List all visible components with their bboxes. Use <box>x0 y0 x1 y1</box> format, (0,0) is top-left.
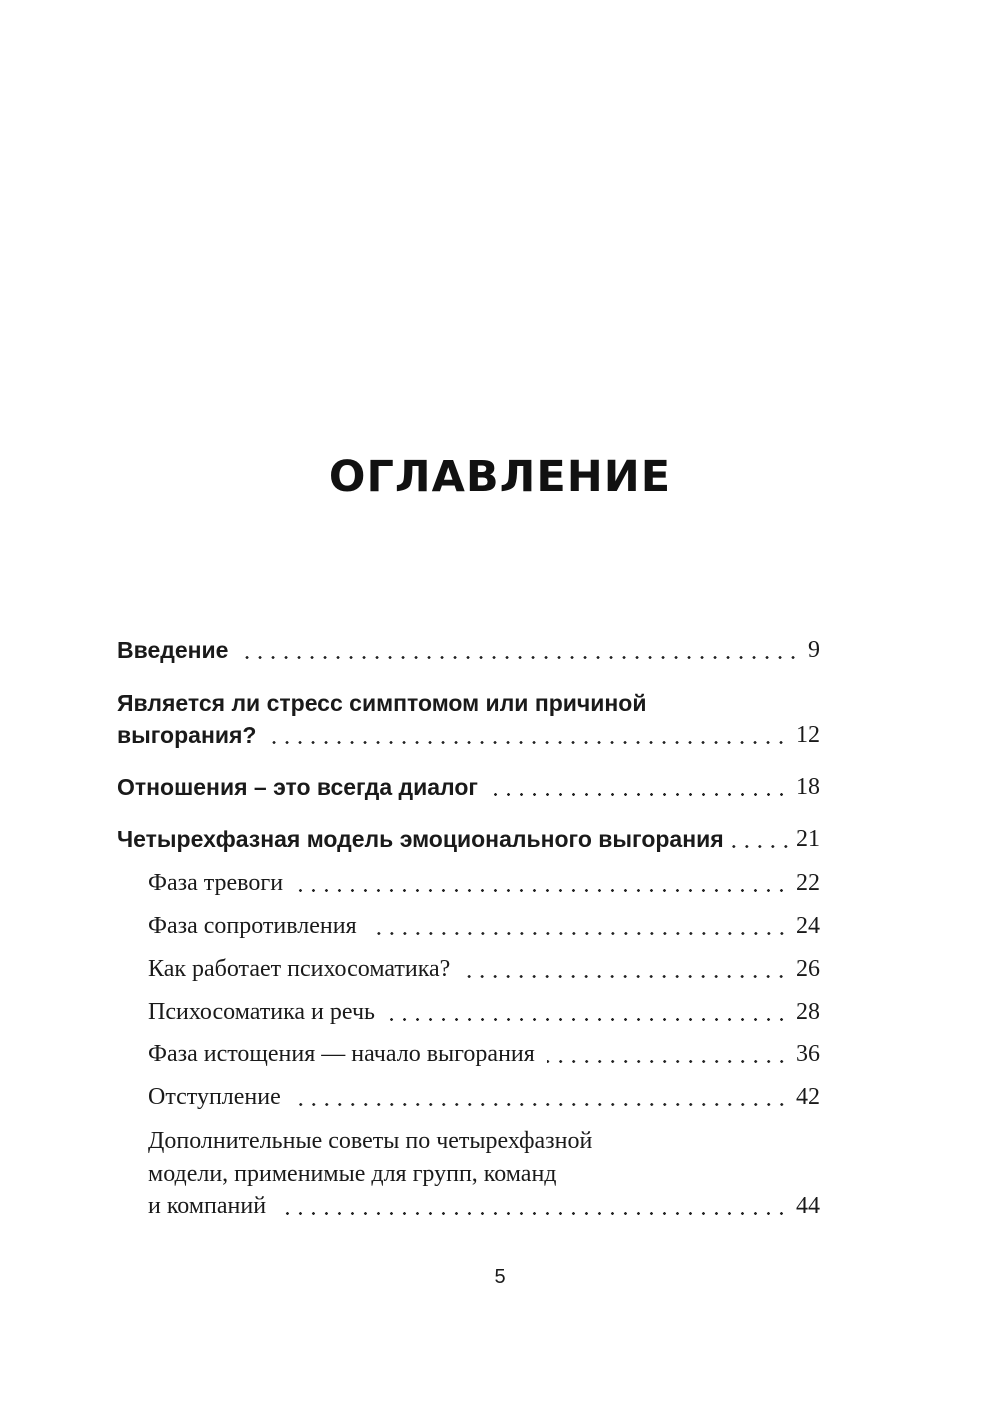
page-title: ОГЛАВЛЕНИЕ <box>328 452 672 502</box>
toc-entry-title: Фаза сопротивления <box>148 913 357 939</box>
toc-entry-title-line: Дополнительные советы по четырехфазной <box>148 1128 593 1154</box>
dot-leader <box>387 1018 788 1021</box>
toc-subentry[interactable] <box>148 949 820 989</box>
toc-entry-title: Отношения – это всегда диалог <box>117 774 478 800</box>
toc-subentry[interactable] <box>148 1077 820 1117</box>
toc-entry-title: и компаний <box>148 1193 267 1219</box>
dot-leader <box>730 845 792 848</box>
toc-entry-title: Отступление <box>148 1084 281 1110</box>
toc-entry-title-line: модели, применимые для групп, команд <box>148 1161 557 1187</box>
dot-leader <box>295 889 788 892</box>
toc-entry-title-line: Является ли стресс симптомом или причиной <box>117 690 647 716</box>
toc-page-number: 12 <box>796 722 820 748</box>
toc-entry-title: Фаза тревоги <box>148 870 284 896</box>
dot-leader <box>278 1212 788 1215</box>
toc-entry-title: Четырехфазная модель эмоционального выгорания <box>117 826 724 852</box>
toc-page-number: 18 <box>796 774 820 800</box>
toc-entry-title: Фаза истощения — начало выгорания <box>148 1041 535 1067</box>
toc-page-number: 28 <box>796 999 820 1025</box>
toc-subentry[interactable] <box>148 1034 820 1074</box>
toc-entry-title: выгорания? <box>117 722 257 748</box>
dot-leader <box>293 1103 788 1106</box>
toc-entry-title: Как работает психосоматика? <box>148 956 451 982</box>
page-number: 5 <box>494 1266 506 1288</box>
toc-page-number: 22 <box>796 870 820 896</box>
toc-subentry[interactable] <box>148 863 820 903</box>
toc-entry-title: Введение <box>117 637 229 663</box>
dot-leader <box>369 932 788 935</box>
toc-page-number: 21 <box>796 826 820 852</box>
toc-page-number: 36 <box>796 1041 820 1067</box>
dot-leader <box>547 1060 788 1063</box>
toc-subentry[interactable] <box>148 906 820 946</box>
toc-subentry[interactable] <box>148 992 820 1032</box>
toc-page-number: 24 <box>796 913 820 939</box>
toc-subentry[interactable] <box>148 1186 820 1226</box>
toc-page-number: 44 <box>796 1193 820 1219</box>
toc-entry[interactable] <box>117 767 820 807</box>
toc-page-number: 9 <box>808 637 820 663</box>
dot-leader <box>240 656 800 659</box>
dot-leader <box>462 975 788 978</box>
toc-page-number: 42 <box>796 1084 820 1110</box>
dot-leader <box>490 793 788 796</box>
toc-entry[interactable] <box>117 630 820 670</box>
toc-page-number: 26 <box>796 956 820 982</box>
dot-leader <box>268 741 788 744</box>
toc-entry-title: Психосоматика и речь <box>148 999 375 1025</box>
toc-entry[interactable] <box>117 715 820 755</box>
toc-entry[interactable] <box>117 819 820 859</box>
